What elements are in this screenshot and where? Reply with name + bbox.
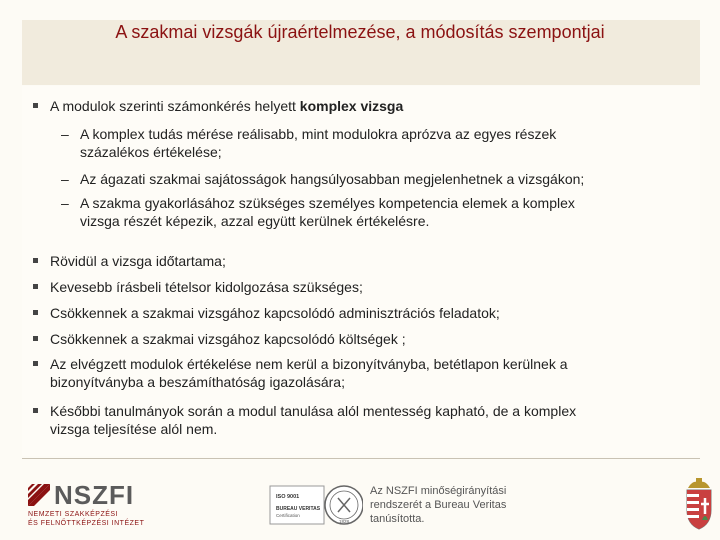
bullet-marker-icon <box>33 258 38 263</box>
bullet-5 <box>50 355 568 391</box>
bullet-6-line1: Későbbi tanulmányok során a modul tanulása alól mentesség kapható, de a komplex <box>50 403 577 419</box>
subitem-2-line1: Az ágazati szakmai sajátosságok hangsúlyosabban megjelenhetnek a vizsgákon; <box>80 171 585 187</box>
subitem-1-line2: százalékos értékelése; <box>80 144 222 160</box>
bullet-5-line1: Az elvégzett modulok értékelése nem kerül a bizonyítványba, betétlapon kerülnek a <box>50 356 568 372</box>
subitem-1 <box>61 125 557 161</box>
intro-emphasis: komplex vizsga <box>299 98 404 114</box>
logo-sub-line1: NEMZETI SZAKKÉPZÉSI <box>28 511 119 518</box>
bullet-marker-icon <box>33 310 38 315</box>
logo-name: NSZFI <box>54 480 135 510</box>
subitem-2 <box>61 170 585 188</box>
seal-year: 1828 <box>338 519 350 524</box>
bullet-6-line2: vizsga teljesítése alól nem. <box>50 421 218 437</box>
subitem-1-line1: A komplex tudás mérése reálisabb, mint modulokra aprózva az egyes részek <box>80 126 557 142</box>
intro-text: A modulok szerinti számonkérés helyett <box>50 98 300 114</box>
bullet-2 <box>50 278 363 296</box>
bullet-6 <box>50 402 576 438</box>
cert-line3: tanúsította. <box>370 513 425 525</box>
bullet-marker-icon <box>33 361 38 366</box>
footer-divider <box>22 458 700 459</box>
dash-marker: – <box>61 195 69 211</box>
dash-marker: – <box>61 171 69 187</box>
cert-sublabel: Certification <box>276 513 300 518</box>
subitem-3 <box>61 194 575 230</box>
bullet-1-text: Rövidül a vizsga időtartama; <box>50 253 226 269</box>
bullet-4 <box>50 330 406 348</box>
subitem-3-line2: vizsga részét képezik, azzal együtt kerülnek értékelésre. <box>80 213 430 229</box>
bullet-marker-icon <box>33 284 38 289</box>
logo-subtitle <box>28 510 144 528</box>
subitem-3-line1: A szakma gyakorlásához szükséges személyes kompetencia elemek a komplex <box>80 195 575 211</box>
dash-marker: – <box>61 126 69 142</box>
bullet-2-text: Kevesebb írásbeli tételsor kidolgozása szükséges; <box>50 279 363 295</box>
bullet-4-text: Csökkennek a szakmai vizsgához kapcsolódó költségek ; <box>50 331 406 347</box>
certification-text <box>370 484 506 526</box>
cert-line2: rendszerét a Bureau Veritas <box>370 499 507 511</box>
hungarian-coat-of-arms-icon <box>682 476 716 532</box>
bv-label: BUREAU VERITAS <box>276 506 321 512</box>
intro-bullet <box>50 97 403 115</box>
bullet-marker-icon <box>33 103 38 108</box>
bullet-3-text: Csökkennek a szakmai vizsgához kapcsolódó adminisztrációs feladatok; <box>50 305 500 321</box>
logo-sub-line2: ÉS FELNŐTTKÉPZÉSI INTÉZET <box>28 520 145 527</box>
iso-label: ISO 9001 <box>276 494 300 500</box>
cert-line1: Az NSZFI minőségirányítási <box>370 485 507 497</box>
bullet-3 <box>50 304 500 322</box>
bullet-marker-icon <box>33 408 38 413</box>
slide-title: A szakmai vizsgák újraértelmezése, a módosítás szempontjai <box>115 22 605 42</box>
bullet-marker-icon <box>33 336 38 341</box>
bullet-1 <box>50 252 226 270</box>
bureau-veritas-badge-icon <box>268 482 363 528</box>
bullet-5-line2: bizonyítványba a beszámíthatóság igazolására; <box>50 374 345 390</box>
